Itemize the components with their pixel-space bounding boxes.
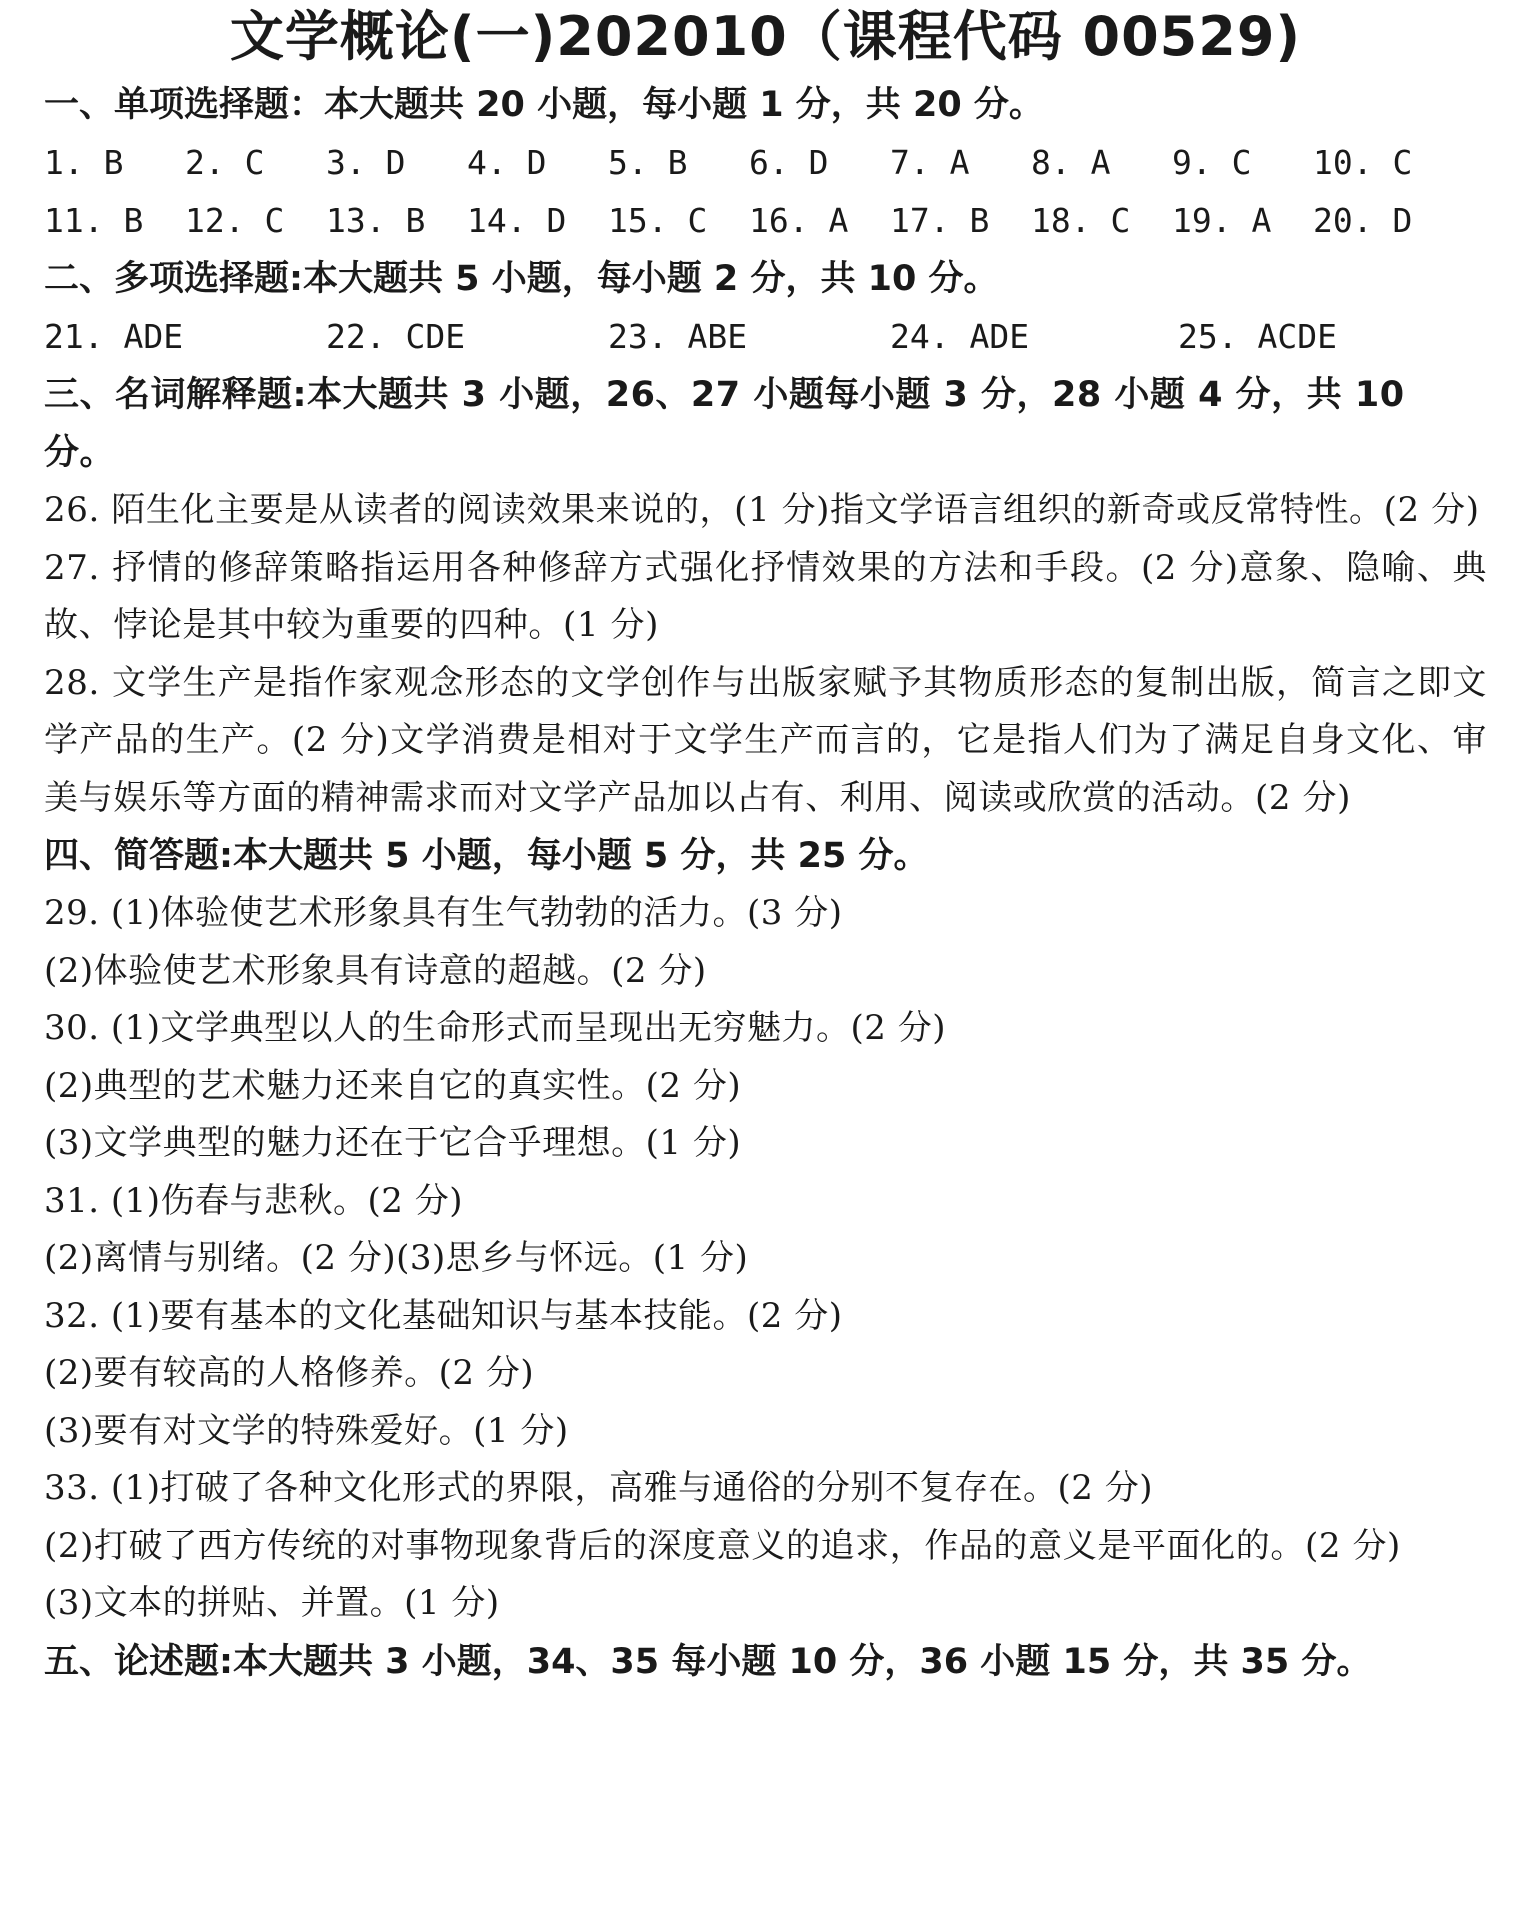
answer-line: 32. (1)要有基本的文化基础知识与基本技能。(2 分) [44,1295,843,1336]
answer-paragraph-26: 26. 陌生化主要是从读者的阅读效果来说的，(1 分)指文学语言组织的新奇或反常特性。(2 分) [44,490,1480,530]
answer-item: 17. B [890,201,990,240]
answer-line: 30. (1)文学典型以人的生命形式而呈现出无穷魅力。(2 分) [44,1008,947,1048]
answer-item: 12. C [185,201,285,240]
answer-line: (2)体验使艺术形象具有诗意的超越。(2 分) [44,950,707,991]
answer-item: 14. D [467,201,567,240]
answer-line: (2)要有较高的人格修养。(2 分) [44,1353,535,1393]
answer-item: 1. B [44,143,124,182]
answer-line: (3)文本的拼贴、并置。(1 分) [44,1583,500,1623]
multiple-choice-answers [44,308,1487,366]
section-heading-short-answer: 四、简答题:本大题共 5 小题，每小题 5 分，共 25 分。 [44,836,929,876]
answer-item: 22. CDE [326,317,466,356]
answer-item: 9. C [1172,143,1252,182]
page-title: 文学概论(一)202010（课程代码 00529) [229,5,1302,68]
answer-item: 11. B [44,201,144,240]
answer-paragraph-28: 28. 文学生产是指作家观念形态的文学创作与出版家赋予其物质形态的复制出版，简言之即文学产品的生产。(2 分)文学消费是相对于文学生产而言的，它是指人们为了满足自身文化、审美与娱乐等方面的精神需求而对文学产品加以占有、利用、阅读或欣赏的活动。(2 分) [44,662,1487,818]
answer-item: 6. D [749,143,829,182]
answer-item: 23. ABE [608,317,748,356]
section-heading-multiple-choice: 二、多项选择题:本大题共 5 小题，每小题 2 分，共 10 分。 [44,259,999,299]
answer-line: 29. (1)体验使艺术形象具有生气勃勃的活力。(3 分) [44,893,843,933]
answer-item: 25. ACDE [1178,317,1337,356]
single-choice-answers [44,134,1487,250]
answer-item: 24. ADE [890,317,1030,356]
answer-line: 31. (1)伤春与悲秋。(2 分) [44,1180,464,1221]
answer-item: 8. A [1031,143,1111,182]
answer-item: 4. D [467,143,547,182]
answer-item: 20. D [1313,201,1413,240]
answer-item: 3. D [326,143,406,182]
answer-paragraph-27: 27. 抒情的修辞策略指运用各种修辞方式强化抒情效果的方法和手段。(2 分)意象、隐喻、典故、悖论是其中较为重要的四种。(1 分) [44,547,1487,645]
answer-item: 18. C [1031,201,1131,240]
answer-item: 5. B [608,143,688,182]
answer-item: 21. ADE [44,317,184,356]
answer-item: 15. C [608,201,708,240]
answer-item: 10. C [1313,143,1413,182]
answer-item: 16. A [749,201,849,240]
answer-line: (3)文学典型的魅力还在于它合乎理想。(1 分) [44,1123,742,1163]
section-heading-term-explanation: 三、名词解释题:本大题共 3 小题，26、27 小题每小题 3 分，28 小题 4 分，共 10 分。 [44,375,1405,473]
answer-line: (3)要有对文学的特殊爱好。(1 分) [44,1410,569,1451]
section-heading-essay: 五、论述题:本大题共 3 小题，34、35 每小题 10 分，36 小题 15 分，共 35 分。 [44,1641,1372,1682]
answer-line: (2)典型的艺术魅力还来自它的真实性。(2 分) [44,1065,742,1106]
answer-paragraph-33-2: (2)打破了西方传统的对事物现象背后的深度意义的追求，作品的意义是平面化的。(2 分) [44,1525,1401,1566]
answer-line: 33. (1)打破了各种文化形式的界限，高雅与通俗的分别不复存在。(2 分) [44,1468,1154,1508]
answer-item: 13. B [326,201,426,240]
section-heading-single-choice: 一、单项选择题：本大题共 20 小题，每小题 1 分，共 20 分。 [44,85,1044,125]
answer-line: (2)离情与别绪。(2 分)(3)思乡与怀远。(1 分) [44,1238,749,1278]
answer-item: 19. A [1172,201,1272,240]
answer-item: 2. C [185,143,265,182]
answer-item: 7. A [890,143,970,182]
